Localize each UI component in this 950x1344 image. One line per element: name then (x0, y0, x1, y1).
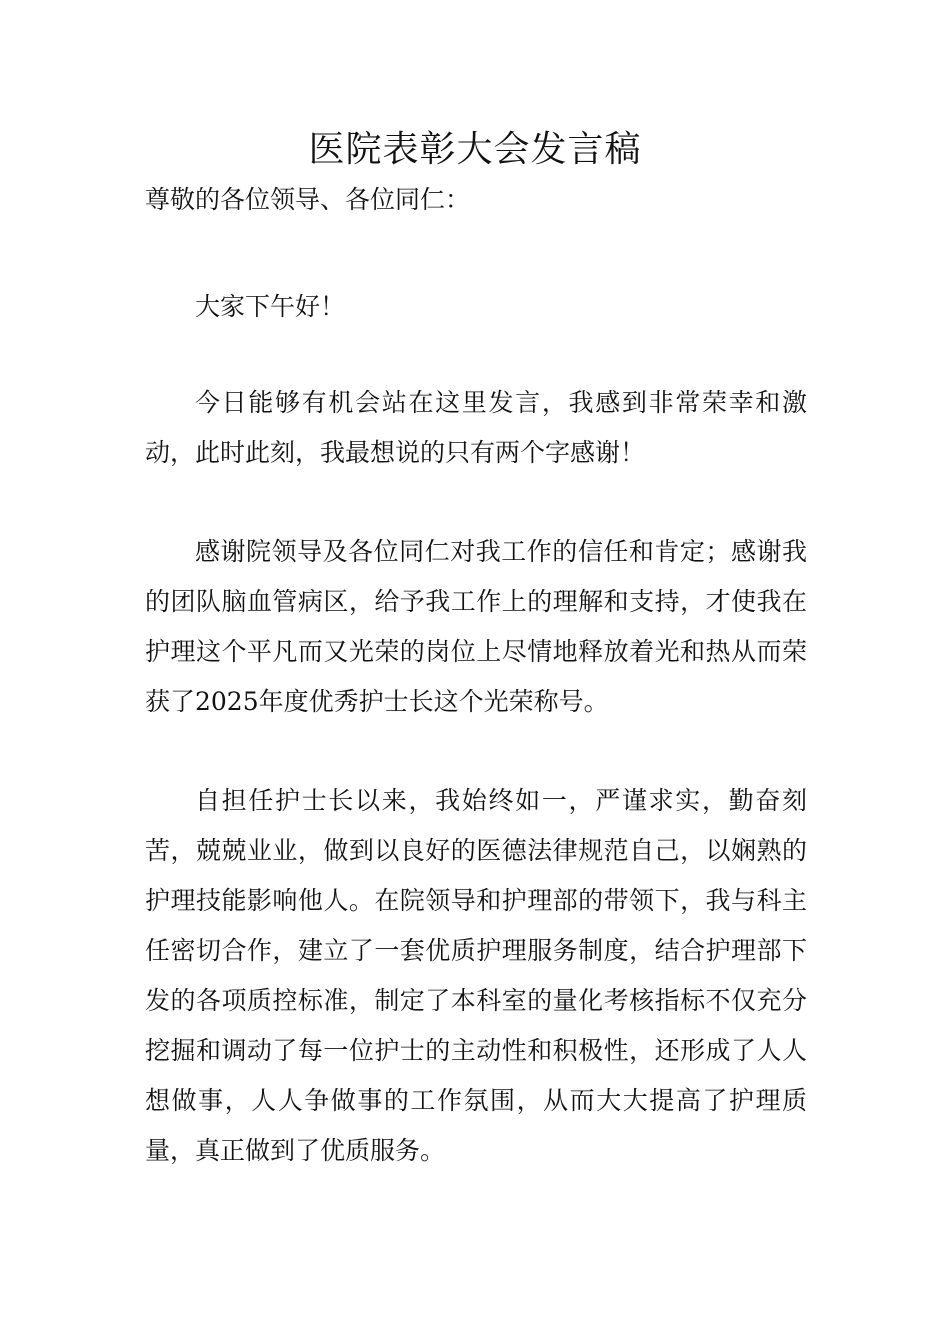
paragraph-achievements: 自担任护士长以来，我始终如一，严谨求实，勤奋刻苦，兢兢业业，做到以良好的医德法律规范自己，以娴熟的护理技能影响他人。在院领导和护理部的带领下，我与科主任密切合作，建立了一套优质护理服务制度，结合护理部下发的各项质控标准，制定了本科室的量化考核指标不仅充分挖掘和调动了每一位护士的主动性和积极性，还形成了人人想做事，人人争做事的工作氛围，从而大大提高了护理质量，真正做到了优质服务。 (145, 786, 807, 1165)
paragraph-greeting: 大家下午好！ (195, 292, 346, 321)
paragraph-gratitude: 感谢院领导及各位同仁对我工作的信任和肯定；感谢我的团队脑血管病区，给予我工作上的理解和支持，才使我在护理这个平凡而又光荣的岗位上尽情地释放着光和热从而荣获了2025年度优秀护士长这个光荣称号。 (145, 537, 807, 716)
paragraph-thanks-intro: 今日能够有机会站在这里发言，我感到非常荣幸和激动，此时此刻，我最想说的只有两个字感谢！ (145, 388, 807, 467)
salutation: 尊敬的各位领导、各位同仁： (145, 185, 471, 214)
document-title: 医院表彰大会发言稿 (308, 129, 642, 170)
